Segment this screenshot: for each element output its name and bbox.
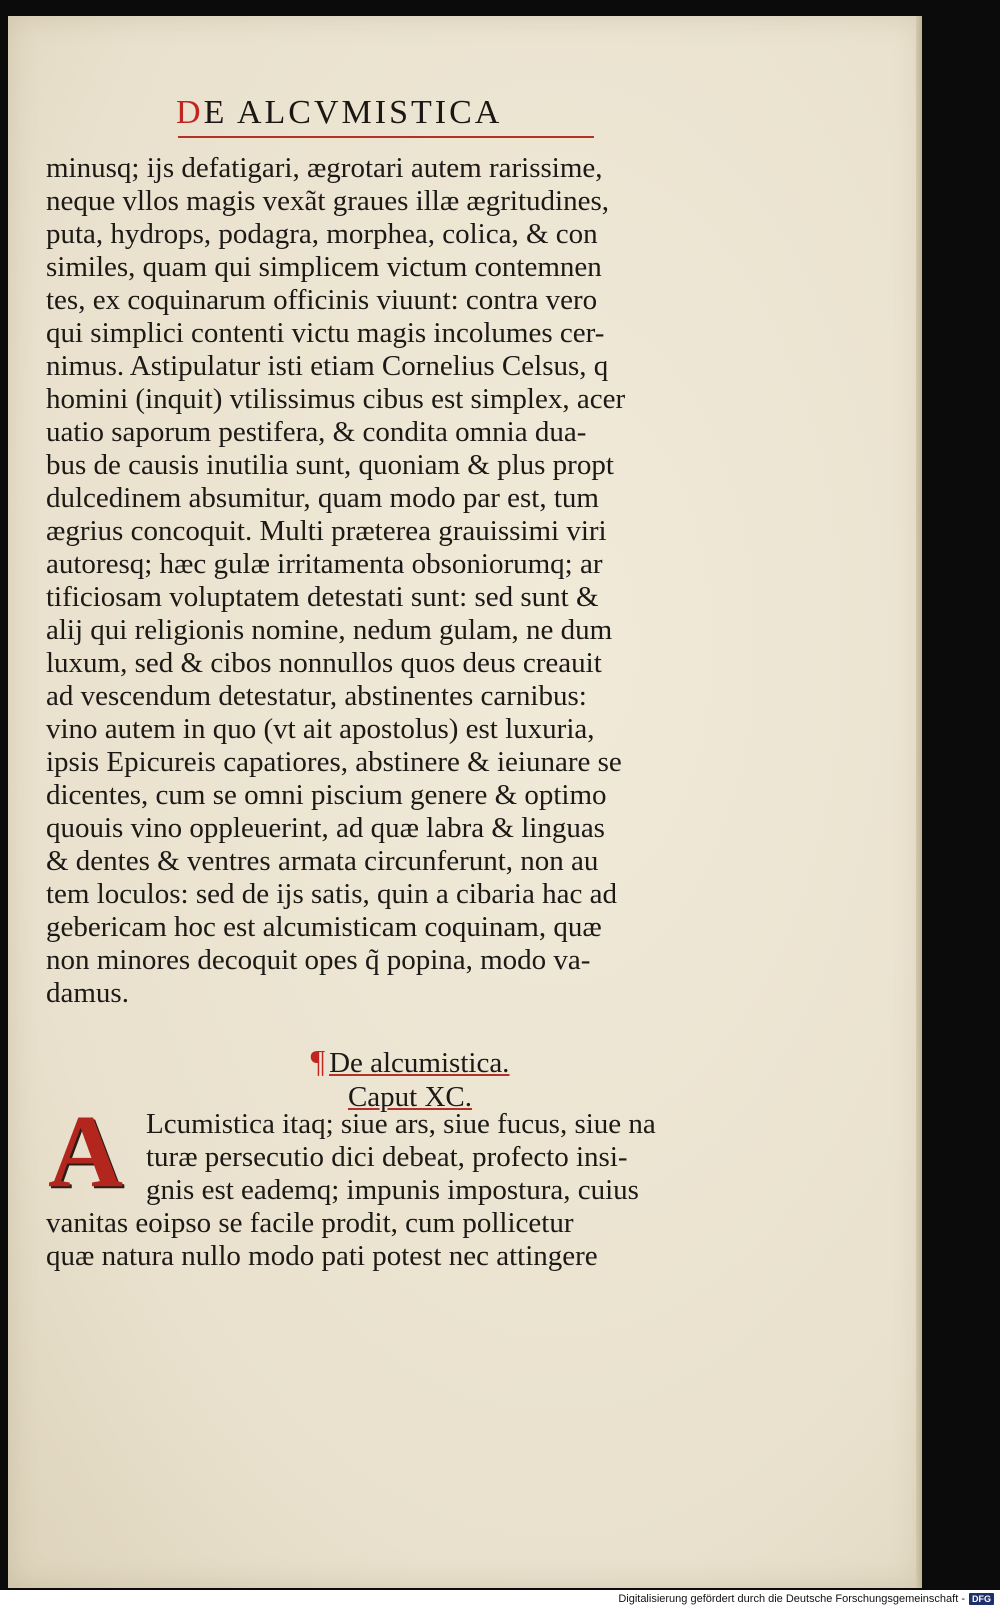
chapter-heading bbox=[230, 1044, 590, 1114]
footer-credit: Digitalisierung gefördert durch die Deutsche Forschungsgemeinschaft - bbox=[618, 1592, 965, 1605]
text-line: puta, hydrops, podagra, morphea, colica, & con bbox=[46, 218, 598, 250]
text-line: tem loculos: sed de ijs satis, quin a cibaria hac ad bbox=[46, 878, 617, 910]
chapter-title: De alcumistica. bbox=[329, 1047, 510, 1079]
pilcrow-icon: ¶ bbox=[310, 1043, 326, 1079]
chapter-text-line: Lcumistica itaq; siue ars, siue fucus, siue na bbox=[146, 1108, 656, 1140]
chapter-text bbox=[46, 1108, 746, 1273]
text-line: uatio saporum pestifera, & condita omnia dua- bbox=[46, 416, 587, 448]
text-line: ipsis Epicureis capatiores, abstinere & ieiunare se bbox=[46, 746, 622, 778]
chapter-text-line: gnis est eademq; impunis impostura, cuius bbox=[146, 1174, 639, 1206]
text-line: quouis vino oppleuerint, ad quæ labra & linguas bbox=[46, 812, 605, 844]
chapter-text-line: vanitas eoipso se facile prodit, cum pollicetur bbox=[46, 1207, 574, 1239]
dfg-logo[interactable]: DFG bbox=[969, 1593, 994, 1605]
chapter-title-line bbox=[230, 1044, 590, 1080]
text-line: dulcedinem absumitur, quam modo par est, tum bbox=[46, 482, 599, 514]
head-rule bbox=[178, 136, 594, 138]
text-line: neque vllos magis vexãt graues illæ ægritudines, bbox=[46, 185, 609, 217]
dropcap-initial: A bbox=[48, 1094, 124, 1209]
text-line: non minores decoquit opes q̃ popina, modo va- bbox=[46, 944, 591, 976]
text-line: autoresq; hæc gulæ irritamenta obsoniorumq; ar bbox=[46, 548, 603, 580]
text-line: similes, quam qui simplicem victum contemnen bbox=[46, 251, 602, 283]
text-line: bus de causis inutilia sunt, quoniam & plus propt bbox=[46, 449, 614, 481]
running-head bbox=[176, 94, 502, 132]
text-line: damus. bbox=[46, 977, 129, 1009]
body-text bbox=[46, 152, 746, 1010]
page-edge bbox=[916, 16, 922, 1588]
text-line: qui simplici contenti victu magis incolumes cer- bbox=[46, 317, 605, 349]
chapter-text-line: quæ natura nullo modo pati potest nec attingere bbox=[46, 1240, 598, 1272]
text-line: homini (inquit) vtilissimus cibus est simplex, acer bbox=[46, 383, 626, 415]
text-line: gebericam hoc est alcumisticam coquinam, quæ bbox=[46, 911, 602, 943]
text-line: minusq; ijs defatigari, ægrotari autem rarissime, bbox=[46, 152, 603, 184]
text-line: ægrius concoquit. Multi præterea grauissimi viri bbox=[46, 515, 607, 547]
chapter-number: Caput XC. bbox=[347, 1081, 473, 1113]
text-line: alij qui religionis nomine, nedum gulam, ne dum bbox=[46, 614, 613, 646]
text-line: luxum, sed & cibos nonnullos quos deus creauit bbox=[46, 647, 602, 679]
text-line: vino autem in quo (vt ait apostolus) est luxuria, bbox=[46, 713, 595, 745]
text-line: & dentes & ventres armata circunferunt, non au bbox=[46, 845, 599, 877]
digitization-footer bbox=[618, 1590, 994, 1607]
text-line: tes, ex coquinarum officinis viuunt: contra vero bbox=[46, 284, 598, 316]
rubric-initial: D bbox=[176, 94, 204, 131]
text-line: nimus. Astipulatur isti etiam Cornelius Celsus, q bbox=[46, 350, 609, 382]
text-line: tificiosam voluptatem detestati sunt: sed sunt & bbox=[46, 581, 599, 613]
chapter-text-line: turæ persecutio dici debeat, profecto insi- bbox=[146, 1141, 628, 1173]
running-head-text: E ALCVMISTICA bbox=[203, 94, 503, 131]
text-line: ad vescendum detestatur, abstinentes carnibus: bbox=[46, 680, 587, 712]
text-line: dicentes, cum se omni piscium genere & optimo bbox=[46, 779, 607, 811]
